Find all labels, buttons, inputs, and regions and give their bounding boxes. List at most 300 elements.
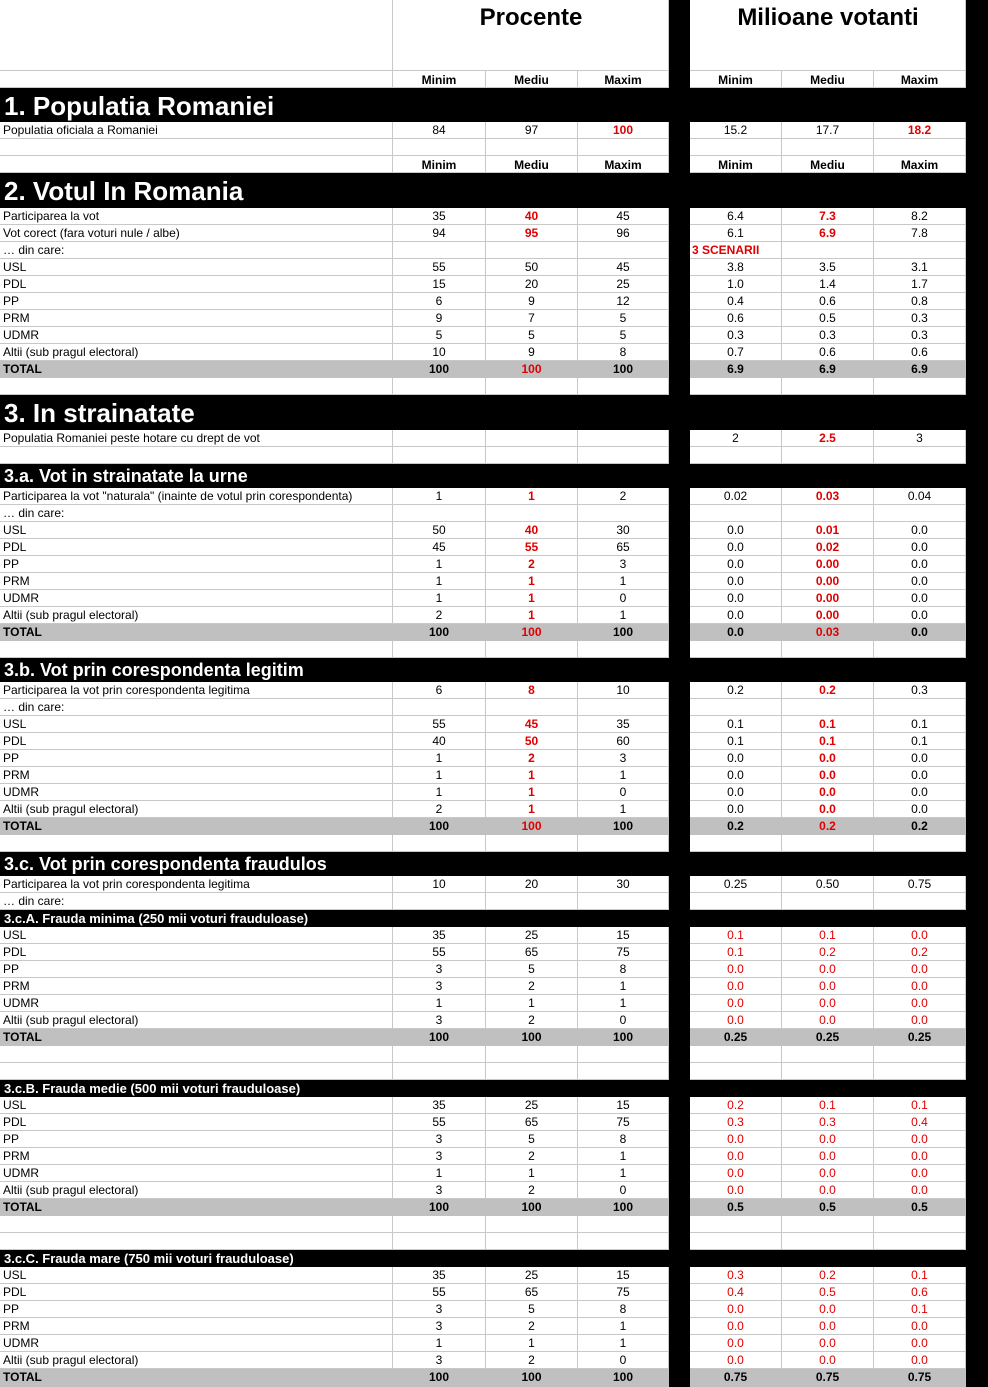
value-cell[interactable]: 6.1 xyxy=(690,225,782,242)
cell[interactable] xyxy=(874,1063,966,1080)
value-cell[interactable]: 65 xyxy=(486,944,578,961)
cell[interactable] xyxy=(874,1233,966,1250)
cell[interactable] xyxy=(0,1063,393,1080)
value-cell[interactable]: 25 xyxy=(486,1267,578,1284)
value-cell[interactable]: 0.6 xyxy=(782,344,874,361)
value-cell[interactable]: 50 xyxy=(486,259,578,276)
row-label-cell[interactable]: PP xyxy=(0,1131,393,1148)
value-cell[interactable]: 0.0 xyxy=(782,978,874,995)
value-cell[interactable]: 0.0 xyxy=(690,767,782,784)
row-label-cell[interactable]: Participarea la vot prin corespondenta legitima xyxy=(0,682,393,699)
cell[interactable] xyxy=(0,378,393,395)
value-cell[interactable]: 55 xyxy=(393,716,486,733)
value-cell[interactable]: 0.0 xyxy=(690,624,782,641)
value-cell[interactable]: 75 xyxy=(578,944,669,961)
value-cell[interactable] xyxy=(578,505,669,522)
cell[interactable] xyxy=(486,1063,578,1080)
value-cell[interactable]: 25 xyxy=(486,927,578,944)
value-cell[interactable]: 55 xyxy=(393,944,486,961)
value-cell[interactable]: 35 xyxy=(393,1097,486,1114)
value-cell[interactable]: 0.0 xyxy=(874,784,966,801)
value-cell[interactable]: 9 xyxy=(486,293,578,310)
value-cell[interactable]: 6.9 xyxy=(782,361,874,378)
row-label-cell[interactable]: Altii (sub pragul electoral) xyxy=(0,1352,393,1369)
value-cell[interactable]: 1 xyxy=(393,488,486,505)
value-cell[interactable]: 0.5 xyxy=(782,1199,874,1216)
value-cell[interactable]: 0.0 xyxy=(874,1182,966,1199)
value-cell[interactable]: 0.0 xyxy=(782,961,874,978)
value-cell[interactable]: 0.02 xyxy=(782,539,874,556)
value-cell[interactable]: 1 xyxy=(578,573,669,590)
value-cell[interactable]: 12 xyxy=(578,293,669,310)
value-cell[interactable]: 100 xyxy=(578,1199,669,1216)
cell[interactable] xyxy=(874,1216,966,1233)
cell[interactable] xyxy=(393,1216,486,1233)
top-header-blank[interactable] xyxy=(0,0,393,71)
cell[interactable] xyxy=(782,378,874,395)
value-cell[interactable]: 9 xyxy=(486,344,578,361)
value-cell[interactable]: 3.5 xyxy=(782,259,874,276)
value-cell[interactable]: 8 xyxy=(578,961,669,978)
row-label-cell[interactable]: PRM xyxy=(0,978,393,995)
cell[interactable] xyxy=(578,835,669,852)
value-cell[interactable]: 0.0 xyxy=(690,1148,782,1165)
row-label-cell[interactable]: Vot corect (fara voturi nule / albe) xyxy=(0,225,393,242)
value-cell[interactable] xyxy=(874,505,966,522)
value-cell[interactable]: 0.25 xyxy=(690,876,782,893)
value-cell[interactable]: 1 xyxy=(578,995,669,1012)
value-cell[interactable]: 0.3 xyxy=(782,1114,874,1131)
cell[interactable] xyxy=(578,1216,669,1233)
cell[interactable] xyxy=(486,1233,578,1250)
value-cell[interactable]: 0.0 xyxy=(782,1012,874,1029)
value-cell[interactable]: 3 xyxy=(393,1301,486,1318)
value-cell[interactable]: 0.25 xyxy=(874,1029,966,1046)
value-cell[interactable]: 100 xyxy=(393,1199,486,1216)
value-cell[interactable]: 1 xyxy=(578,1318,669,1335)
value-cell[interactable] xyxy=(393,893,486,910)
value-cell[interactable]: 1 xyxy=(486,767,578,784)
value-cell[interactable] xyxy=(782,893,874,910)
row-label-cell[interactable]: Altii (sub pragul electoral) xyxy=(0,801,393,818)
cell[interactable] xyxy=(0,835,393,852)
value-cell[interactable]: 0.3 xyxy=(690,1267,782,1284)
value-cell[interactable]: 0.0 xyxy=(690,590,782,607)
value-cell[interactable]: 1 xyxy=(578,1148,669,1165)
cell[interactable] xyxy=(578,641,669,658)
row-label-cell[interactable]: PDL xyxy=(0,276,393,293)
value-cell[interactable] xyxy=(874,242,966,259)
value-cell[interactable]: 30 xyxy=(578,876,669,893)
value-cell[interactable]: 0.1 xyxy=(782,716,874,733)
value-cell[interactable]: 0.0 xyxy=(690,1131,782,1148)
value-cell[interactable]: 2 xyxy=(486,1012,578,1029)
value-cell[interactable]: 1 xyxy=(486,488,578,505)
value-cell[interactable]: 1 xyxy=(578,978,669,995)
row-label-cell[interactable]: PP xyxy=(0,556,393,573)
value-cell[interactable]: 0.25 xyxy=(782,1029,874,1046)
value-cell[interactable]: 2 xyxy=(486,556,578,573)
value-cell[interactable]: 0.5 xyxy=(874,1199,966,1216)
row-label-cell[interactable]: PDL xyxy=(0,1284,393,1301)
row-label-cell[interactable]: PRM xyxy=(0,1318,393,1335)
cell[interactable] xyxy=(690,139,782,156)
value-cell[interactable]: 1 xyxy=(578,801,669,818)
row-label-cell[interactable]: Participarea la vot "naturala" (inainte de votul prin corespondenta) xyxy=(0,488,393,505)
value-cell[interactable]: 100 xyxy=(486,818,578,835)
value-cell[interactable]: 1 xyxy=(486,590,578,607)
value-cell[interactable]: 2 xyxy=(486,1352,578,1369)
value-cell[interactable] xyxy=(578,430,669,447)
row-label-cell[interactable]: PP xyxy=(0,961,393,978)
value-cell[interactable]: 6.9 xyxy=(782,225,874,242)
value-cell[interactable]: 0.0 xyxy=(690,1182,782,1199)
value-cell[interactable]: 0.25 xyxy=(690,1029,782,1046)
value-cell[interactable]: 5 xyxy=(486,1301,578,1318)
value-cell[interactable]: 0.2 xyxy=(782,1267,874,1284)
value-cell[interactable]: 3 xyxy=(393,961,486,978)
cell[interactable] xyxy=(690,447,782,464)
cell[interactable] xyxy=(393,1046,486,1063)
value-cell[interactable]: 100 xyxy=(578,1029,669,1046)
row-label-cell[interactable]: TOTAL xyxy=(0,1369,393,1387)
cell[interactable] xyxy=(393,447,486,464)
value-cell[interactable]: 5 xyxy=(486,961,578,978)
value-cell[interactable]: 0.0 xyxy=(874,607,966,624)
value-cell[interactable]: 8.2 xyxy=(874,208,966,225)
cell[interactable] xyxy=(690,641,782,658)
value-cell[interactable]: 1.0 xyxy=(690,276,782,293)
value-cell[interactable]: 0.0 xyxy=(782,1352,874,1369)
row-label-cell[interactable]: USL xyxy=(0,1267,393,1284)
cell[interactable] xyxy=(486,1216,578,1233)
value-cell[interactable]: 65 xyxy=(486,1284,578,1301)
value-cell[interactable]: 0.4 xyxy=(690,293,782,310)
value-cell[interactable]: 0.0 xyxy=(874,801,966,818)
value-cell[interactable]: 0.6 xyxy=(782,293,874,310)
value-cell[interactable]: 0.2 xyxy=(874,944,966,961)
value-cell[interactable]: 100 xyxy=(486,1369,578,1387)
value-cell[interactable]: 1 xyxy=(393,1165,486,1182)
row-label-cell[interactable]: PDL xyxy=(0,539,393,556)
row-label-cell[interactable]: UDMR xyxy=(0,784,393,801)
row-label-cell[interactable]: TOTAL xyxy=(0,1199,393,1216)
value-cell[interactable]: 0.02 xyxy=(690,488,782,505)
cell[interactable] xyxy=(486,835,578,852)
row-label-cell[interactable]: UDMR xyxy=(0,995,393,1012)
value-cell[interactable]: 7 xyxy=(486,310,578,327)
cell[interactable] xyxy=(393,378,486,395)
value-cell[interactable]: 0.0 xyxy=(782,1148,874,1165)
value-cell[interactable]: 1 xyxy=(486,801,578,818)
value-cell[interactable]: 0.0 xyxy=(874,1131,966,1148)
value-cell[interactable]: 0.7 xyxy=(690,344,782,361)
value-cell[interactable]: 0.0 xyxy=(690,995,782,1012)
value-cell[interactable] xyxy=(486,505,578,522)
value-cell[interactable]: 15 xyxy=(578,1267,669,1284)
value-cell[interactable]: 2 xyxy=(578,488,669,505)
value-cell[interactable]: 3 xyxy=(393,1318,486,1335)
value-cell[interactable] xyxy=(578,893,669,910)
value-cell[interactable]: 1 xyxy=(578,1165,669,1182)
value-cell[interactable]: 25 xyxy=(486,1097,578,1114)
value-cell[interactable]: 0.0 xyxy=(690,1165,782,1182)
cell[interactable] xyxy=(690,1046,782,1063)
cell[interactable] xyxy=(0,139,393,156)
value-cell[interactable]: 8 xyxy=(578,1301,669,1318)
value-cell[interactable]: 0.3 xyxy=(874,310,966,327)
value-cell[interactable]: 15 xyxy=(393,276,486,293)
value-cell[interactable]: 0.2 xyxy=(690,818,782,835)
value-cell[interactable]: 0.0 xyxy=(874,1165,966,1182)
value-cell[interactable]: 3.8 xyxy=(690,259,782,276)
value-cell[interactable]: 65 xyxy=(486,1114,578,1131)
row-label-cell[interactable]: PRM xyxy=(0,1148,393,1165)
value-cell[interactable]: 0.1 xyxy=(874,1301,966,1318)
row-label-cell[interactable]: PP xyxy=(0,750,393,767)
row-label-cell[interactable]: Populatia Romaniei peste hotare cu drept de vot xyxy=(0,430,393,447)
value-cell[interactable] xyxy=(690,505,782,522)
value-cell[interactable]: 0.0 xyxy=(782,1301,874,1318)
value-cell[interactable]: 8 xyxy=(578,344,669,361)
value-cell[interactable]: 0.00 xyxy=(782,590,874,607)
value-cell[interactable]: 10 xyxy=(578,682,669,699)
value-cell[interactable]: 18.2 xyxy=(874,122,966,139)
value-cell[interactable]: 0.0 xyxy=(782,801,874,818)
value-cell[interactable]: 0.03 xyxy=(782,624,874,641)
col-header-maxim-mil[interactable]: Maxim xyxy=(874,156,966,173)
value-cell[interactable]: 6 xyxy=(393,293,486,310)
value-cell[interactable]: 5 xyxy=(486,1131,578,1148)
value-cell[interactable]: 1 xyxy=(486,995,578,1012)
value-cell[interactable]: 0.2 xyxy=(782,682,874,699)
row-label-cell[interactable]: USL xyxy=(0,259,393,276)
row-label-cell[interactable]: PRM xyxy=(0,767,393,784)
value-cell[interactable]: 1 xyxy=(393,590,486,607)
value-cell[interactable]: 40 xyxy=(393,733,486,750)
cell[interactable] xyxy=(393,835,486,852)
value-cell[interactable]: 0.03 xyxy=(782,488,874,505)
value-cell[interactable]: 0.3 xyxy=(782,327,874,344)
value-cell[interactable]: 1 xyxy=(393,573,486,590)
value-cell[interactable]: 0 xyxy=(578,1352,669,1369)
value-cell[interactable] xyxy=(486,699,578,716)
value-cell[interactable]: 100 xyxy=(486,624,578,641)
value-cell[interactable]: 0.0 xyxy=(690,801,782,818)
value-cell[interactable]: 5 xyxy=(486,327,578,344)
value-cell[interactable]: 100 xyxy=(578,624,669,641)
value-cell[interactable]: 0.3 xyxy=(690,327,782,344)
value-cell[interactable]: 3 xyxy=(874,430,966,447)
value-cell[interactable]: 0.3 xyxy=(690,1114,782,1131)
value-cell[interactable]: 55 xyxy=(486,539,578,556)
col-header-minim-mil[interactable]: Minim xyxy=(690,156,782,173)
value-cell[interactable]: 0.0 xyxy=(782,1318,874,1335)
value-cell[interactable]: 3 xyxy=(393,1131,486,1148)
value-cell[interactable]: 0.0 xyxy=(782,995,874,1012)
value-cell[interactable]: 1 xyxy=(393,767,486,784)
value-cell[interactable] xyxy=(782,699,874,716)
cell[interactable] xyxy=(690,1063,782,1080)
value-cell[interactable]: 100 xyxy=(486,361,578,378)
cell[interactable] xyxy=(486,1046,578,1063)
value-cell[interactable]: 0.0 xyxy=(690,573,782,590)
value-cell[interactable]: 0 xyxy=(578,1182,669,1199)
value-cell[interactable]: 35 xyxy=(393,1267,486,1284)
value-cell[interactable]: 45 xyxy=(393,539,486,556)
value-cell[interactable]: 0.04 xyxy=(874,488,966,505)
value-cell[interactable]: 0.1 xyxy=(690,733,782,750)
value-cell[interactable]: 75 xyxy=(578,1114,669,1131)
value-cell[interactable]: 0.0 xyxy=(690,961,782,978)
value-cell[interactable]: 0.6 xyxy=(874,1284,966,1301)
cell[interactable] xyxy=(578,447,669,464)
value-cell[interactable]: 0.0 xyxy=(782,1335,874,1352)
cell[interactable] xyxy=(578,1233,669,1250)
value-cell[interactable] xyxy=(782,505,874,522)
value-cell[interactable]: 0.75 xyxy=(874,1369,966,1387)
value-cell[interactable]: 1 xyxy=(578,1335,669,1352)
value-cell[interactable]: 0.0 xyxy=(874,978,966,995)
value-cell[interactable]: 95 xyxy=(486,225,578,242)
scenarii-note[interactable]: 3 SCENARII xyxy=(690,242,782,259)
value-cell[interactable]: 0.75 xyxy=(874,876,966,893)
value-cell[interactable]: 0.0 xyxy=(690,556,782,573)
value-cell[interactable]: 0.1 xyxy=(690,927,782,944)
cell[interactable] xyxy=(690,1233,782,1250)
value-cell[interactable] xyxy=(874,699,966,716)
value-cell[interactable]: 100 xyxy=(578,122,669,139)
cell[interactable] xyxy=(874,139,966,156)
cell[interactable] xyxy=(782,447,874,464)
value-cell[interactable]: 55 xyxy=(393,1114,486,1131)
value-cell[interactable] xyxy=(690,893,782,910)
value-cell[interactable]: 0.0 xyxy=(690,607,782,624)
value-cell[interactable] xyxy=(486,242,578,259)
value-cell[interactable]: 20 xyxy=(486,876,578,893)
value-cell[interactable]: 0.0 xyxy=(874,1352,966,1369)
value-cell[interactable]: 0.0 xyxy=(874,927,966,944)
row-label-cell[interactable]: UDMR xyxy=(0,590,393,607)
row-label-cell[interactable]: PDL xyxy=(0,1114,393,1131)
row-label-cell[interactable]: Participarea la vot xyxy=(0,208,393,225)
col-header-maxim-pct[interactable]: Maxim xyxy=(578,156,669,173)
cell[interactable] xyxy=(782,641,874,658)
value-cell[interactable]: 0.75 xyxy=(690,1369,782,1387)
value-cell[interactable]: 50 xyxy=(393,522,486,539)
row-label-cell[interactable]: USL xyxy=(0,1097,393,1114)
value-cell[interactable] xyxy=(782,242,874,259)
value-cell[interactable]: 0.4 xyxy=(874,1114,966,1131)
value-cell[interactable]: 100 xyxy=(486,1029,578,1046)
value-cell[interactable]: 3 xyxy=(393,1352,486,1369)
row-label-cell[interactable]: TOTAL xyxy=(0,361,393,378)
cell[interactable] xyxy=(782,139,874,156)
value-cell[interactable]: 97 xyxy=(486,122,578,139)
value-cell[interactable]: 0.1 xyxy=(874,733,966,750)
value-cell[interactable]: 0.3 xyxy=(874,682,966,699)
value-cell[interactable]: 5 xyxy=(393,327,486,344)
value-cell[interactable]: 0.0 xyxy=(874,1012,966,1029)
value-cell[interactable]: 1 xyxy=(486,607,578,624)
value-cell[interactable]: 3 xyxy=(393,1182,486,1199)
cell[interactable] xyxy=(486,139,578,156)
value-cell[interactable]: 0.0 xyxy=(782,767,874,784)
value-cell[interactable]: 1 xyxy=(578,607,669,624)
value-cell[interactable]: 1 xyxy=(393,995,486,1012)
value-cell[interactable]: 45 xyxy=(578,259,669,276)
row-label-cell[interactable]: PRM xyxy=(0,573,393,590)
value-cell[interactable]: 60 xyxy=(578,733,669,750)
row-label-cell[interactable]: Populatia oficiala a Romaniei xyxy=(0,122,393,139)
value-cell[interactable]: 5 xyxy=(578,310,669,327)
cell[interactable] xyxy=(578,1046,669,1063)
value-cell[interactable]: 2 xyxy=(690,430,782,447)
value-cell[interactable]: 1 xyxy=(393,1335,486,1352)
row-label-cell[interactable]: USL xyxy=(0,927,393,944)
value-cell[interactable]: 0.0 xyxy=(874,1318,966,1335)
value-cell[interactable]: 0.0 xyxy=(874,539,966,556)
row-label-cell[interactable]: UDMR xyxy=(0,327,393,344)
cell[interactable] xyxy=(874,1046,966,1063)
row-label-cell[interactable]: … din care: xyxy=(0,893,393,910)
cell[interactable] xyxy=(393,1063,486,1080)
value-cell[interactable]: 35 xyxy=(393,927,486,944)
value-cell[interactable]: 0.0 xyxy=(690,750,782,767)
cell[interactable] xyxy=(486,447,578,464)
value-cell[interactable]: 0.2 xyxy=(690,682,782,699)
value-cell[interactable]: 7.3 xyxy=(782,208,874,225)
value-cell[interactable]: 3 xyxy=(578,556,669,573)
value-cell[interactable]: 0.5 xyxy=(782,1284,874,1301)
value-cell[interactable]: 1.7 xyxy=(874,276,966,293)
col-header-mediu-mil[interactable]: Mediu xyxy=(782,71,874,88)
value-cell[interactable]: 0.0 xyxy=(782,1182,874,1199)
value-cell[interactable]: 45 xyxy=(578,208,669,225)
row-label-cell[interactable]: PDL xyxy=(0,944,393,961)
value-cell[interactable] xyxy=(578,242,669,259)
value-cell[interactable]: 0.1 xyxy=(690,716,782,733)
value-cell[interactable]: 2 xyxy=(486,978,578,995)
value-cell[interactable]: 0.5 xyxy=(782,310,874,327)
cell[interactable] xyxy=(0,447,393,464)
value-cell[interactable]: 6.4 xyxy=(690,208,782,225)
value-cell[interactable]: 0.0 xyxy=(874,522,966,539)
value-cell[interactable]: 0.1 xyxy=(874,716,966,733)
value-cell[interactable]: 0.2 xyxy=(874,818,966,835)
row-label-cell[interactable]: PP xyxy=(0,293,393,310)
value-cell[interactable]: 1 xyxy=(393,556,486,573)
value-cell[interactable]: 0.0 xyxy=(874,590,966,607)
value-cell[interactable]: 65 xyxy=(578,539,669,556)
value-cell[interactable]: 100 xyxy=(393,1369,486,1387)
cell[interactable] xyxy=(782,835,874,852)
value-cell[interactable]: 0.0 xyxy=(690,539,782,556)
value-cell[interactable]: 3 xyxy=(393,978,486,995)
value-cell[interactable]: 0.0 xyxy=(874,1148,966,1165)
value-cell[interactable]: 1 xyxy=(393,784,486,801)
value-cell[interactable]: 0 xyxy=(578,784,669,801)
value-cell[interactable] xyxy=(486,893,578,910)
row-label-cell[interactable]: … din care: xyxy=(0,242,393,259)
col-header-mediu-mil[interactable]: Mediu xyxy=(782,156,874,173)
value-cell[interactable]: 0.00 xyxy=(782,556,874,573)
value-cell[interactable]: 25 xyxy=(578,276,669,293)
value-cell[interactable]: 55 xyxy=(393,259,486,276)
value-cell[interactable]: 100 xyxy=(393,818,486,835)
value-cell[interactable]: 3.1 xyxy=(874,259,966,276)
value-cell[interactable]: 0.0 xyxy=(874,995,966,1012)
